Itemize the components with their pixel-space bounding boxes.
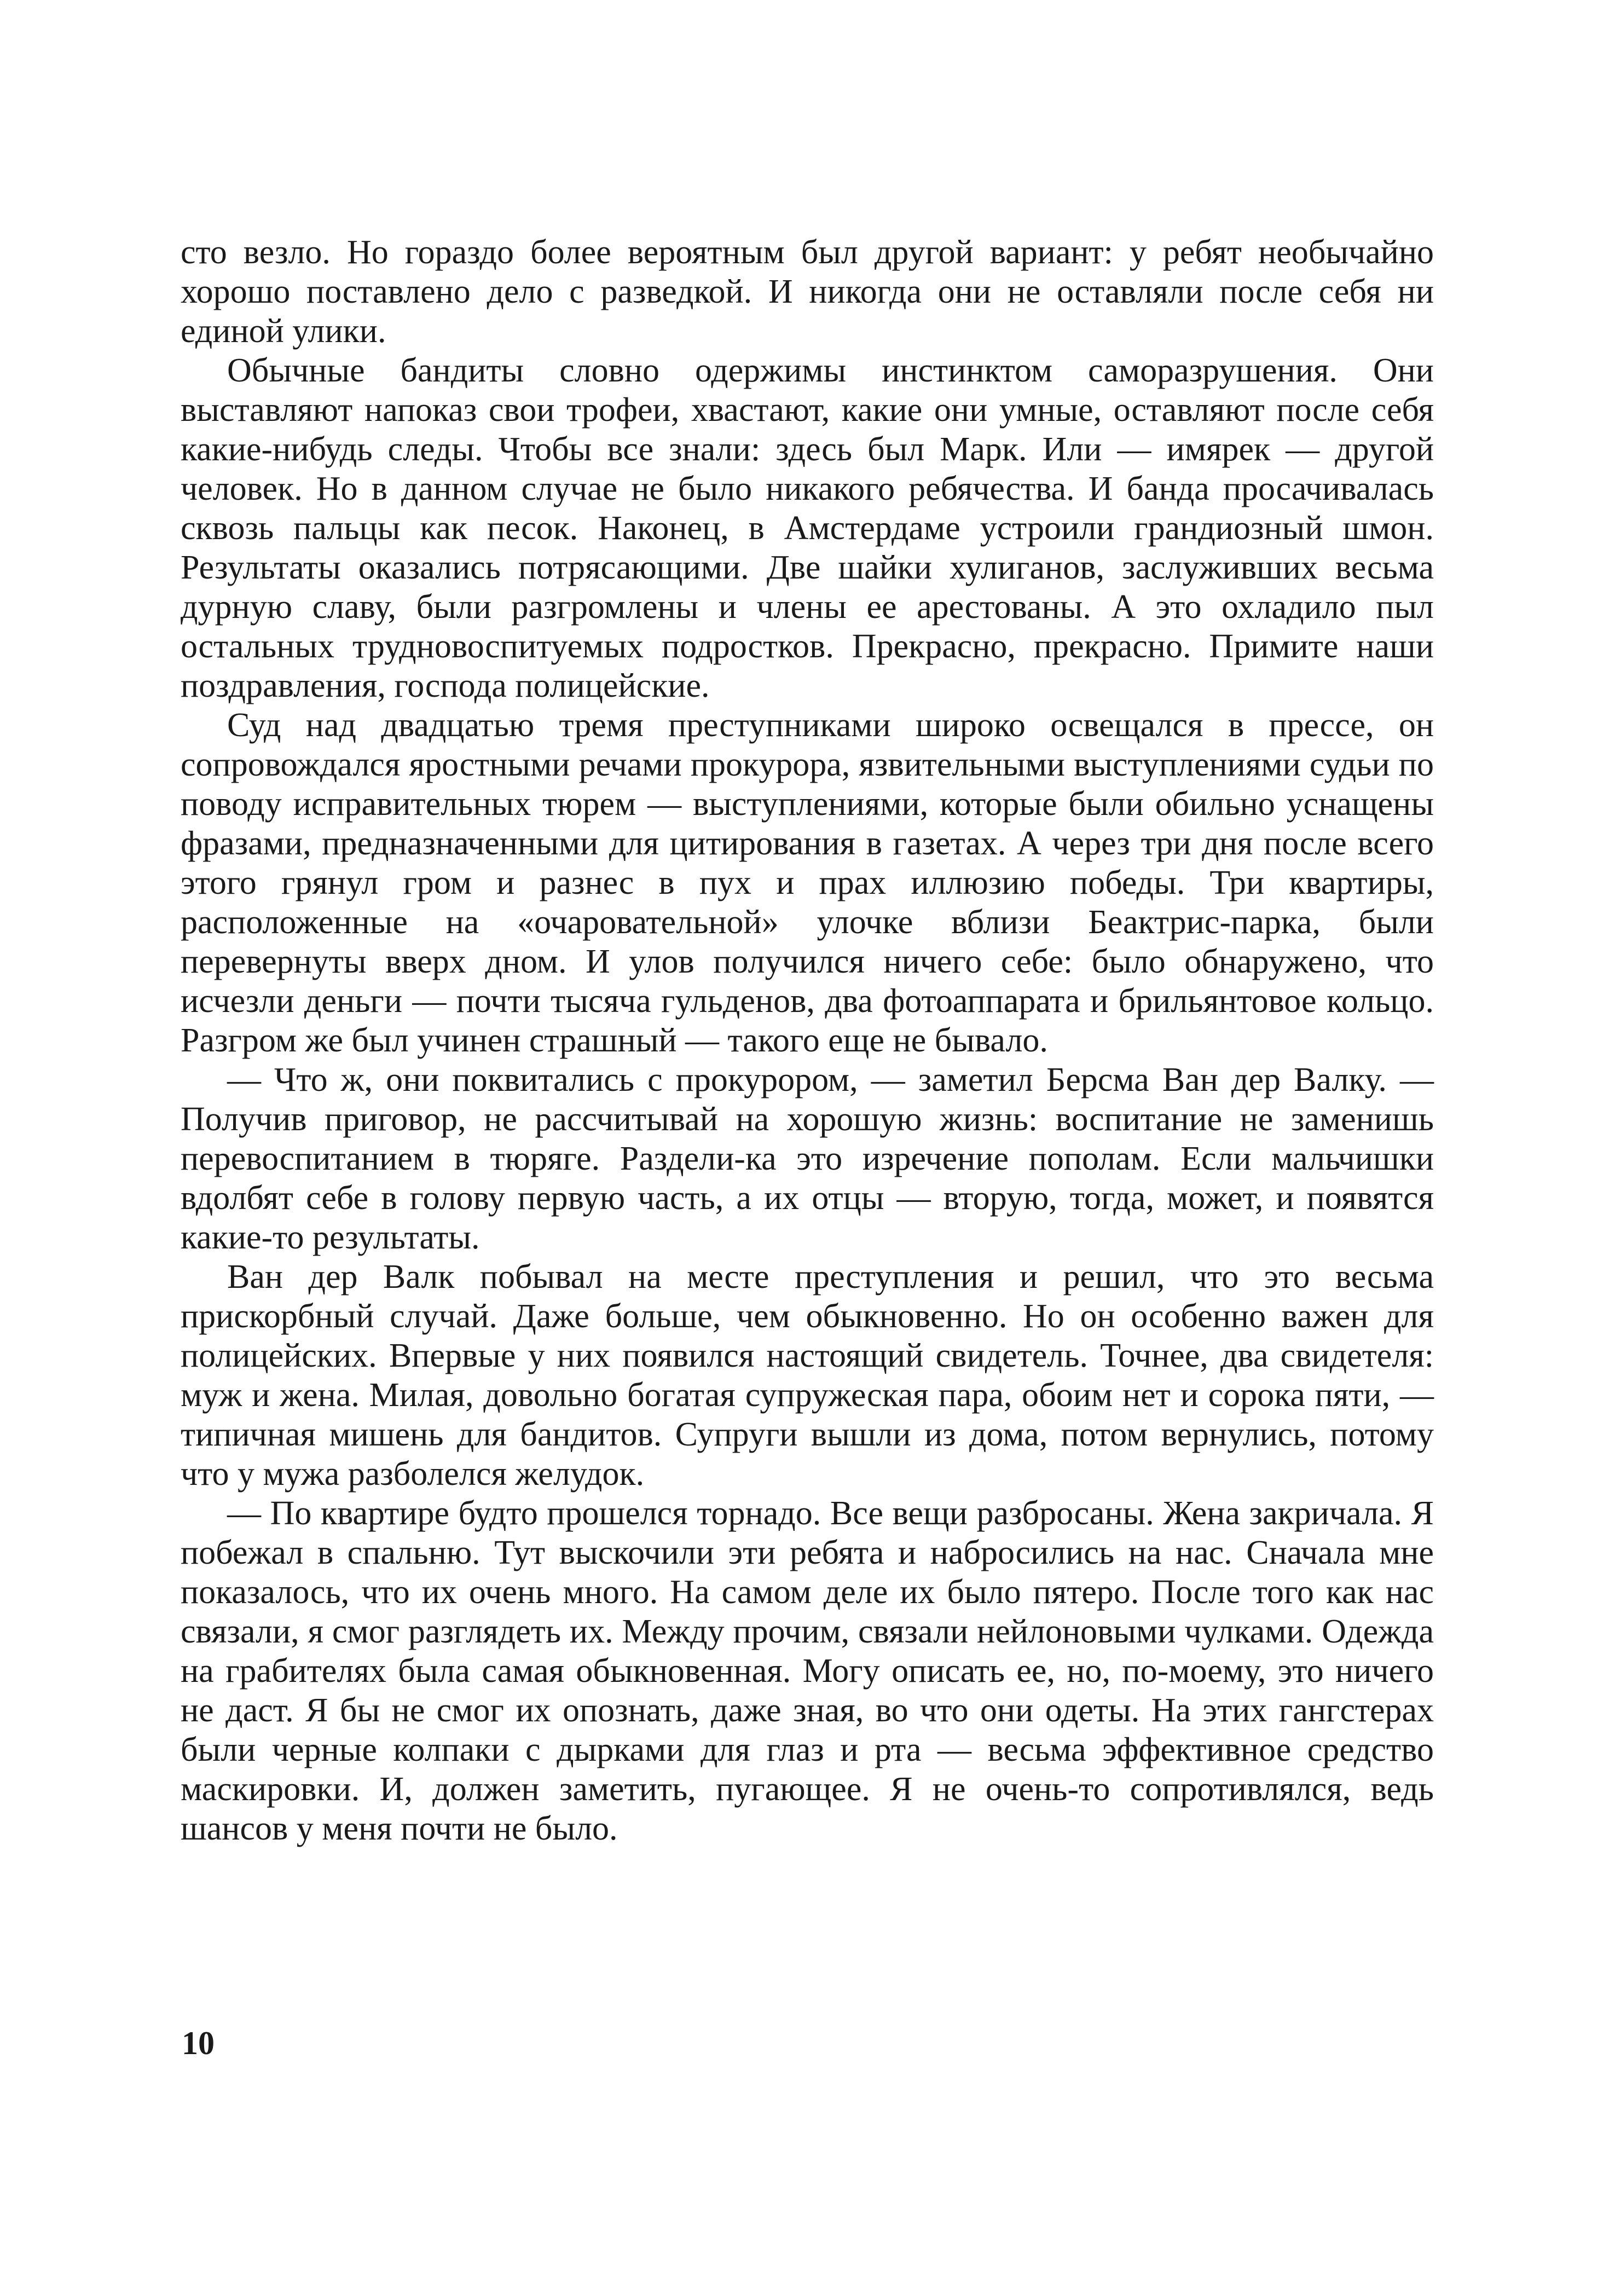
paragraph-3: Суд над двадцатью тремя преступниками широко освещался в прессе, он сопровождался яростными речами прокурора, язвительными выступлениями судьи по поводу исправительных тюрем — выступлениями, которые были обильно уснащены фразами, предназначенными для цитирования в газетах. А через три дня после всего этого грянул гром и разнес в пух и прах иллюзию победы. Три квартиры, расположенные на «очаровательной» улочке вблизи Беактрис-парка, были перевернуты вверх дном. И улов получился ничего себе: было обнаружено, что исчезли деньги — почти тысяча гульденов, два фотоаппарата и брильянтовое кольцо. Разгром же был учинен страшный — такого еще не бывало.: [181, 707, 1434, 1059]
paragraph-2: Обычные бандиты словно одержимы инстинктом саморазрушения. Они выставляют напоказ свои трофеи, хвастают, какие они умные, оставляют после себя какие-нибудь следы. Чтобы все знали: здесь был Марк. Или — имярек — другой человек. Но в данном случае не было никакого ребячества. И банда просачивалась сквозь пальцы как песок. Наконец, в Амстердаме устроили грандиозный шмон. Результаты оказались потрясающими. Две шайки хулиганов, заслуживших весьма дурную славу, были разгромлены и члены ее арестованы. А это охладило пыл остальных трудновоспитуемых подростков. Прекрасно, прекрасно. Примите наши поздравления, господа полицейские.: [181, 352, 1434, 704]
paragraph-5: Ван дер Валк побывал на месте преступления и решил, что это весьма прискорбный случай. Даже больше, чем обыкновенно. Но он особенно важен для полицейских. Впервые у них появился настоящий свидетель. Точнее, два свидетеля: муж и жена. Милая, довольно богатая супружеская пара, обоим нет и сорока пяти, — типичная мишень для бандитов. Супруги вышли из дома, потом вернулись, потому что у мужа разболелся желудок.: [181, 1258, 1434, 1493]
paragraph-6: — По квартире будто прошелся торнадо. Все вещи разбросаны. Жена закричала. Я побежал в спальню. Тут выскочили эти ребята и набросились на нас. Сначала мне показалось, что их очень много. На самом деле их было пятеро. После того как нас связали, я смог разглядеть их. Между прочим, связали нейлоновыми чулками. Одежда на грабителях была самая обыкновенная. Могу описать ее, но, по-моему, это ничего не даст. Я бы не смог их опознать, даже зная, во что они одеты. На этих гангстерах были черные колпаки с дырками для глаз и рта — весьма эффективное средство маскировки. И, должен заметить, пугающее. Я не очень-то сопротивлялся, ведь шансов у меня почти не было.: [181, 1495, 1434, 1847]
paragraph-1: сто везло. Но гораздо более вероятным был другой вариант: у ребят необычайно хорошо поставлено дело с разведкой. И никогда они не оставляли после себя ни единой улики.: [181, 234, 1434, 350]
page-number: 10: [182, 2025, 215, 2061]
body-text: [181, 233, 1434, 1848]
paragraph-4: — Что ж, они поквитались с прокурором, — заметил Берсма Ван дер Валку. — Получив приговор, не рассчитывай на хорошую жизнь: воспитание не заменишь перевоспитанием в тюряге. Раздели-ка это изречение пополам. Если мальчишки вдолбят себе в голову первую часть, а их отцы — вторую, тогда, может, и появятся какие-то результаты.: [181, 1061, 1434, 1256]
